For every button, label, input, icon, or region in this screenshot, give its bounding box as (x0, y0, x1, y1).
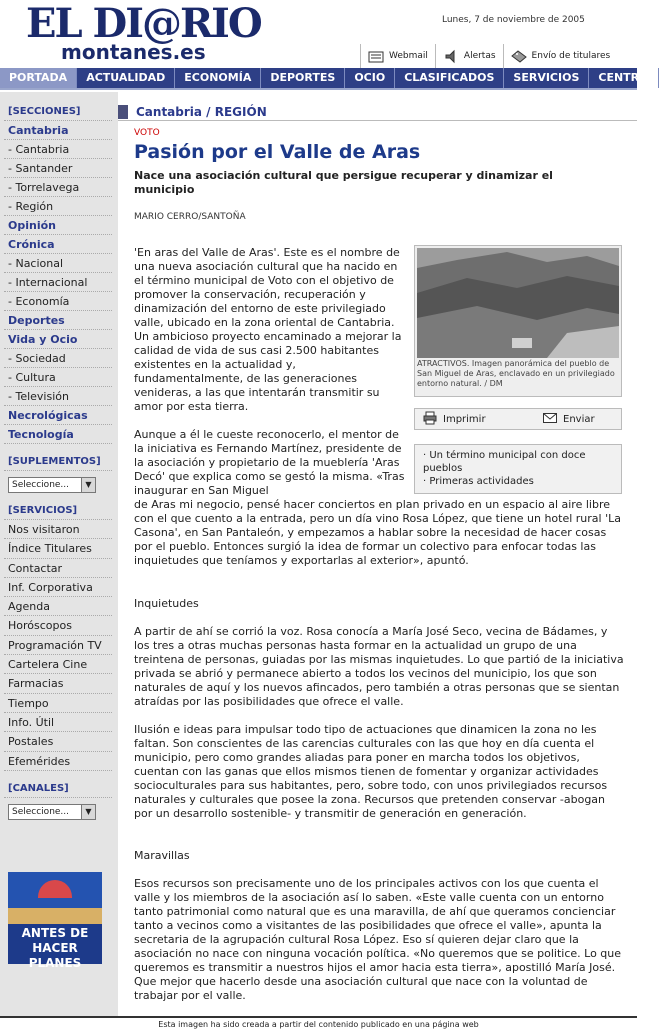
envio-titulares-label: Envío de titulares (531, 51, 611, 61)
article-paragraph: Esos recursos son precisamente uno de los principales activos con los que cuenta el valle y los miembros de la asociación así lo saben. «Este valle cuenta con un entorno tanto patrimonial como natural que es una maravilla, de ahí que queramos concienciar tanto a vecinos como a visitantes de las posibilidades que ofrece el valle», apunta la secretaria de la agrupación cultural Rosa López. Eso sí quieren dejar claro que la asociación no nace con ninguna vocación política. «No queremos que se politice. Lo que queremos es transmitir a nuestros hijos el amor hacia esta tierra», apostilló María José. Que mejor que hacerlo desde una asociación cultural que nace con la voluntad de trabajar por el valle. (134, 877, 622, 1002)
sidebar (0, 92, 118, 1020)
nav-clasificados[interactable]: CLASIFICADOS (395, 68, 504, 88)
nav-portada[interactable]: PORTADA (0, 68, 77, 88)
chevron-down-icon: ▼ (81, 805, 95, 819)
envio-titulares-link[interactable] (503, 44, 618, 68)
send-button[interactable] (535, 413, 603, 426)
tag-icon (511, 50, 527, 63)
promo-text: ANTES DE HACER PLANES (21, 926, 89, 970)
sidebar-servicio-nos-visitaron[interactable]: Nos visitaron (4, 520, 112, 539)
sidebar-item-opinion[interactable]: Opinión (4, 216, 112, 235)
sidebar-subitem-internacional[interactable]: - Internacional (4, 273, 112, 292)
section-breadcrumb (118, 104, 267, 120)
sidebar-servicio-efemerides[interactable]: Efemérides (4, 752, 112, 771)
site-logo[interactable] (26, 0, 276, 64)
webmail-link[interactable] (360, 44, 435, 68)
sidebar-subitem-santander[interactable]: - Santander (4, 159, 112, 178)
promo-banner[interactable] (8, 872, 102, 970)
article (118, 92, 637, 1020)
alertas-link[interactable] (435, 44, 503, 68)
sidebar-item-deportes[interactable]: Deportes (4, 311, 112, 330)
webmail-label: Webmail (389, 51, 428, 61)
article-subheading: Inquietudes (134, 597, 199, 610)
logo-line1: EL DI@RIO (26, 0, 261, 47)
sidebar-item-vida-ocio[interactable]: Vida y Ocio (4, 330, 112, 349)
canales-select[interactable] (8, 804, 96, 820)
sidebar-servicio-info-util[interactable]: Info. Útil (4, 713, 112, 732)
printer-icon (423, 412, 437, 427)
sidebar-subitem-television[interactable]: - Televisión (4, 387, 112, 406)
site-header (0, 0, 637, 68)
article-paragraph: Aunque a él le cueste reconocerlo, el mentor de la iniciativa es Fernando Martínez, presidente de la asociación y propietario de la mueblería 'Aras Decó' que explica como se gestó la misma. «Tras inaugurar en San Miguel (134, 428, 405, 497)
sidebar-subitem-cantabria[interactable]: - Cantabria (4, 140, 112, 159)
article-subheading: Maravillas (134, 849, 190, 862)
main-nav (0, 68, 649, 90)
nav-ocio[interactable]: OCIO (345, 68, 395, 88)
envelope-icon (543, 413, 557, 426)
sidebar-subitem-sociedad[interactable]: - Sociedad (4, 349, 112, 368)
sidebar-secciones-heading: [SECCIONES] (4, 102, 112, 121)
article-paragraph: Ilusión e ideas para impulsar todo tipo de actuaciones que dinamicen la zona no les faltan. Son conscientes de las carencias culturales con las que hoy en día cuenta el municipio, pero como grandes aliadas para poner en marcha todos los objetivos, cuentan con las ganas que ellos mismos tienen de fomentar y organizar actividades socioculturales para sus habitantes, pero, sobre todo, con unos privilegiados recursos naturales y culturales que posee la zona. Recursos que pretenden conservar -abogan por un desarrollo sostenible- y transmitir de generación en generación. (134, 723, 608, 820)
canales-select-value: Seleccione... (12, 806, 70, 817)
sidebar-item-cronica[interactable]: Crónica (4, 235, 112, 254)
sidebar-servicio-postales[interactable]: Postales (4, 732, 112, 751)
nav-actualidad[interactable]: ACTUALIDAD (77, 68, 175, 88)
sidebar-servicio-inf-corporativa[interactable]: Inf. Corporativa (4, 578, 112, 597)
article-author: MARIO CERRO/SANTOÑA (134, 212, 246, 222)
sidebar-subitem-nacional[interactable]: - Nacional (4, 254, 112, 273)
webmail-icon (368, 50, 384, 63)
related-links (414, 444, 622, 494)
nav-centro[interactable]: CENTRO (589, 68, 658, 88)
sidebar-canales-heading: [CANALES] (4, 779, 112, 798)
related-link[interactable]: · Un término municipal con doce pueblos (423, 450, 586, 474)
top-links (360, 44, 617, 68)
sidebar-subitem-economia[interactable]: - Economía (4, 292, 112, 311)
logo-line2: montanes.es (61, 40, 206, 64)
alert-icon (443, 50, 459, 63)
sidebar-servicio-cartelera-cine[interactable]: Cartelera Cine (4, 655, 112, 674)
sidebar-servicio-indice-titulares[interactable]: Índice Titulares (4, 539, 112, 558)
sidebar-servicio-horoscopos[interactable]: Horóscopos (4, 616, 112, 635)
sidebar-item-necrologicas[interactable]: Necrológicas (4, 406, 112, 425)
article-tools (414, 408, 622, 430)
article-paragraph: de Aras mi negocio, pensé hacer conciertos en plan privado en un espacio al aire libre con el que cuento a la entrada, pero un día vino Rosa López, que tiene un hotel rural 'La Casona', en San Pantaleón, y empezamos a hablar sobre la necesidad de hacer cosas por el pueblo. Entonces surgió la idea de formar un colectivo para enfocar todas las inquietudes que teníamos y exportarlas al exterior», apuntó. (134, 498, 621, 567)
article-photo[interactable] (417, 248, 619, 358)
article-paragraph: A partir de ahí se corrió la voz. Rosa conocía a María José Seco, vecina de Bádames, y los tres a otras muchas personas hasta formar en la actualidad un grupo de una treintena de personas, guiadas por las mismas inquietudes. Lo que partió de la iniciativa privada se abrió y permanece abierto a todos los vecinos del municipio, los que son naturales de aquí y los nuevos afincados, pero también a otras personas que se sientan atraídas por las posibilidades que ofrece el valle. (134, 625, 624, 708)
sidebar-servicio-tiempo[interactable]: Tiempo (4, 694, 112, 713)
article-paragraph: 'En aras del Valle de Aras'. Este es el nombre de una nueva asociación cultural que ha nacido en el término municipal de Voto con el objetivo de promover la conservación, recuperación y dinamización del entorno de este privilegiado valle, ubicado en la zona oriental de Cantabria. Un ambicioso proyecto encaminado a mejorar la calidad de vida de sus casi 2.500 habitantes existentes en la actualidad y, fundamentalmente, de las generaciones venideras, a las que intentarán transmitir su amor por esta tierra. (134, 246, 402, 413)
article-kicker: VOTO (134, 128, 160, 138)
alertas-label: Alertas (463, 51, 496, 61)
nav-deportes[interactable]: DEPORTES (261, 68, 345, 88)
article-subtitle: Nace una asociación cultural que persigue recuperar y dinamizar el municipio (134, 169, 553, 196)
sidebar-servicio-programacion-tv[interactable]: Programación TV (4, 636, 112, 655)
page-footer: Esta imagen ha sido creada a partir del contenido publicado en una página web (0, 1016, 637, 1033)
sidebar-item-cantabria[interactable]: Cantabria (4, 121, 112, 140)
photo-caption: ATRACTIVOS. Imagen panorámica del pueblo de San Miguel de Aras, enclavado en un privilegiado entorno natural. / DM (417, 359, 615, 388)
suplementos-select-value: Seleccione... (12, 480, 70, 490)
related-link[interactable]: · Primeras actividades (423, 476, 534, 487)
section-title[interactable]: Cantabria / REGIÓN (136, 105, 267, 119)
sidebar-servicio-contactar[interactable]: Contactar (4, 559, 112, 578)
sidebar-servicios-heading: [SERVICIOS] (4, 501, 112, 520)
print-button[interactable] (415, 412, 535, 427)
current-date: Lunes, 7 de noviembre de 2005 (442, 15, 585, 25)
nav-servicios[interactable]: SERVICIOS (504, 68, 589, 88)
sidebar-servicio-farmacias[interactable]: Farmacias (4, 674, 112, 693)
sidebar-suplementos-heading: [SUPLEMENTOS] (4, 452, 112, 471)
article-photo-box (414, 245, 622, 397)
suplementos-select[interactable] (8, 477, 96, 493)
sidebar-subitem-torrelavega[interactable]: - Torrelavega (4, 178, 112, 197)
send-label: Enviar (563, 413, 595, 425)
sidebar-servicio-agenda[interactable]: Agenda (4, 597, 112, 616)
sidebar-item-tecnologia[interactable]: Tecnología (4, 425, 112, 444)
chevron-down-icon: ▼ (81, 478, 95, 492)
nav-economia[interactable]: ECONOMÍA (175, 68, 261, 88)
print-label: Imprimir (443, 413, 486, 425)
sidebar-subitem-region[interactable]: - Región (4, 197, 112, 216)
sidebar-subitem-cultura[interactable]: - Cultura (4, 368, 112, 387)
article-title: Pasión por el Valle de Aras (134, 141, 421, 163)
